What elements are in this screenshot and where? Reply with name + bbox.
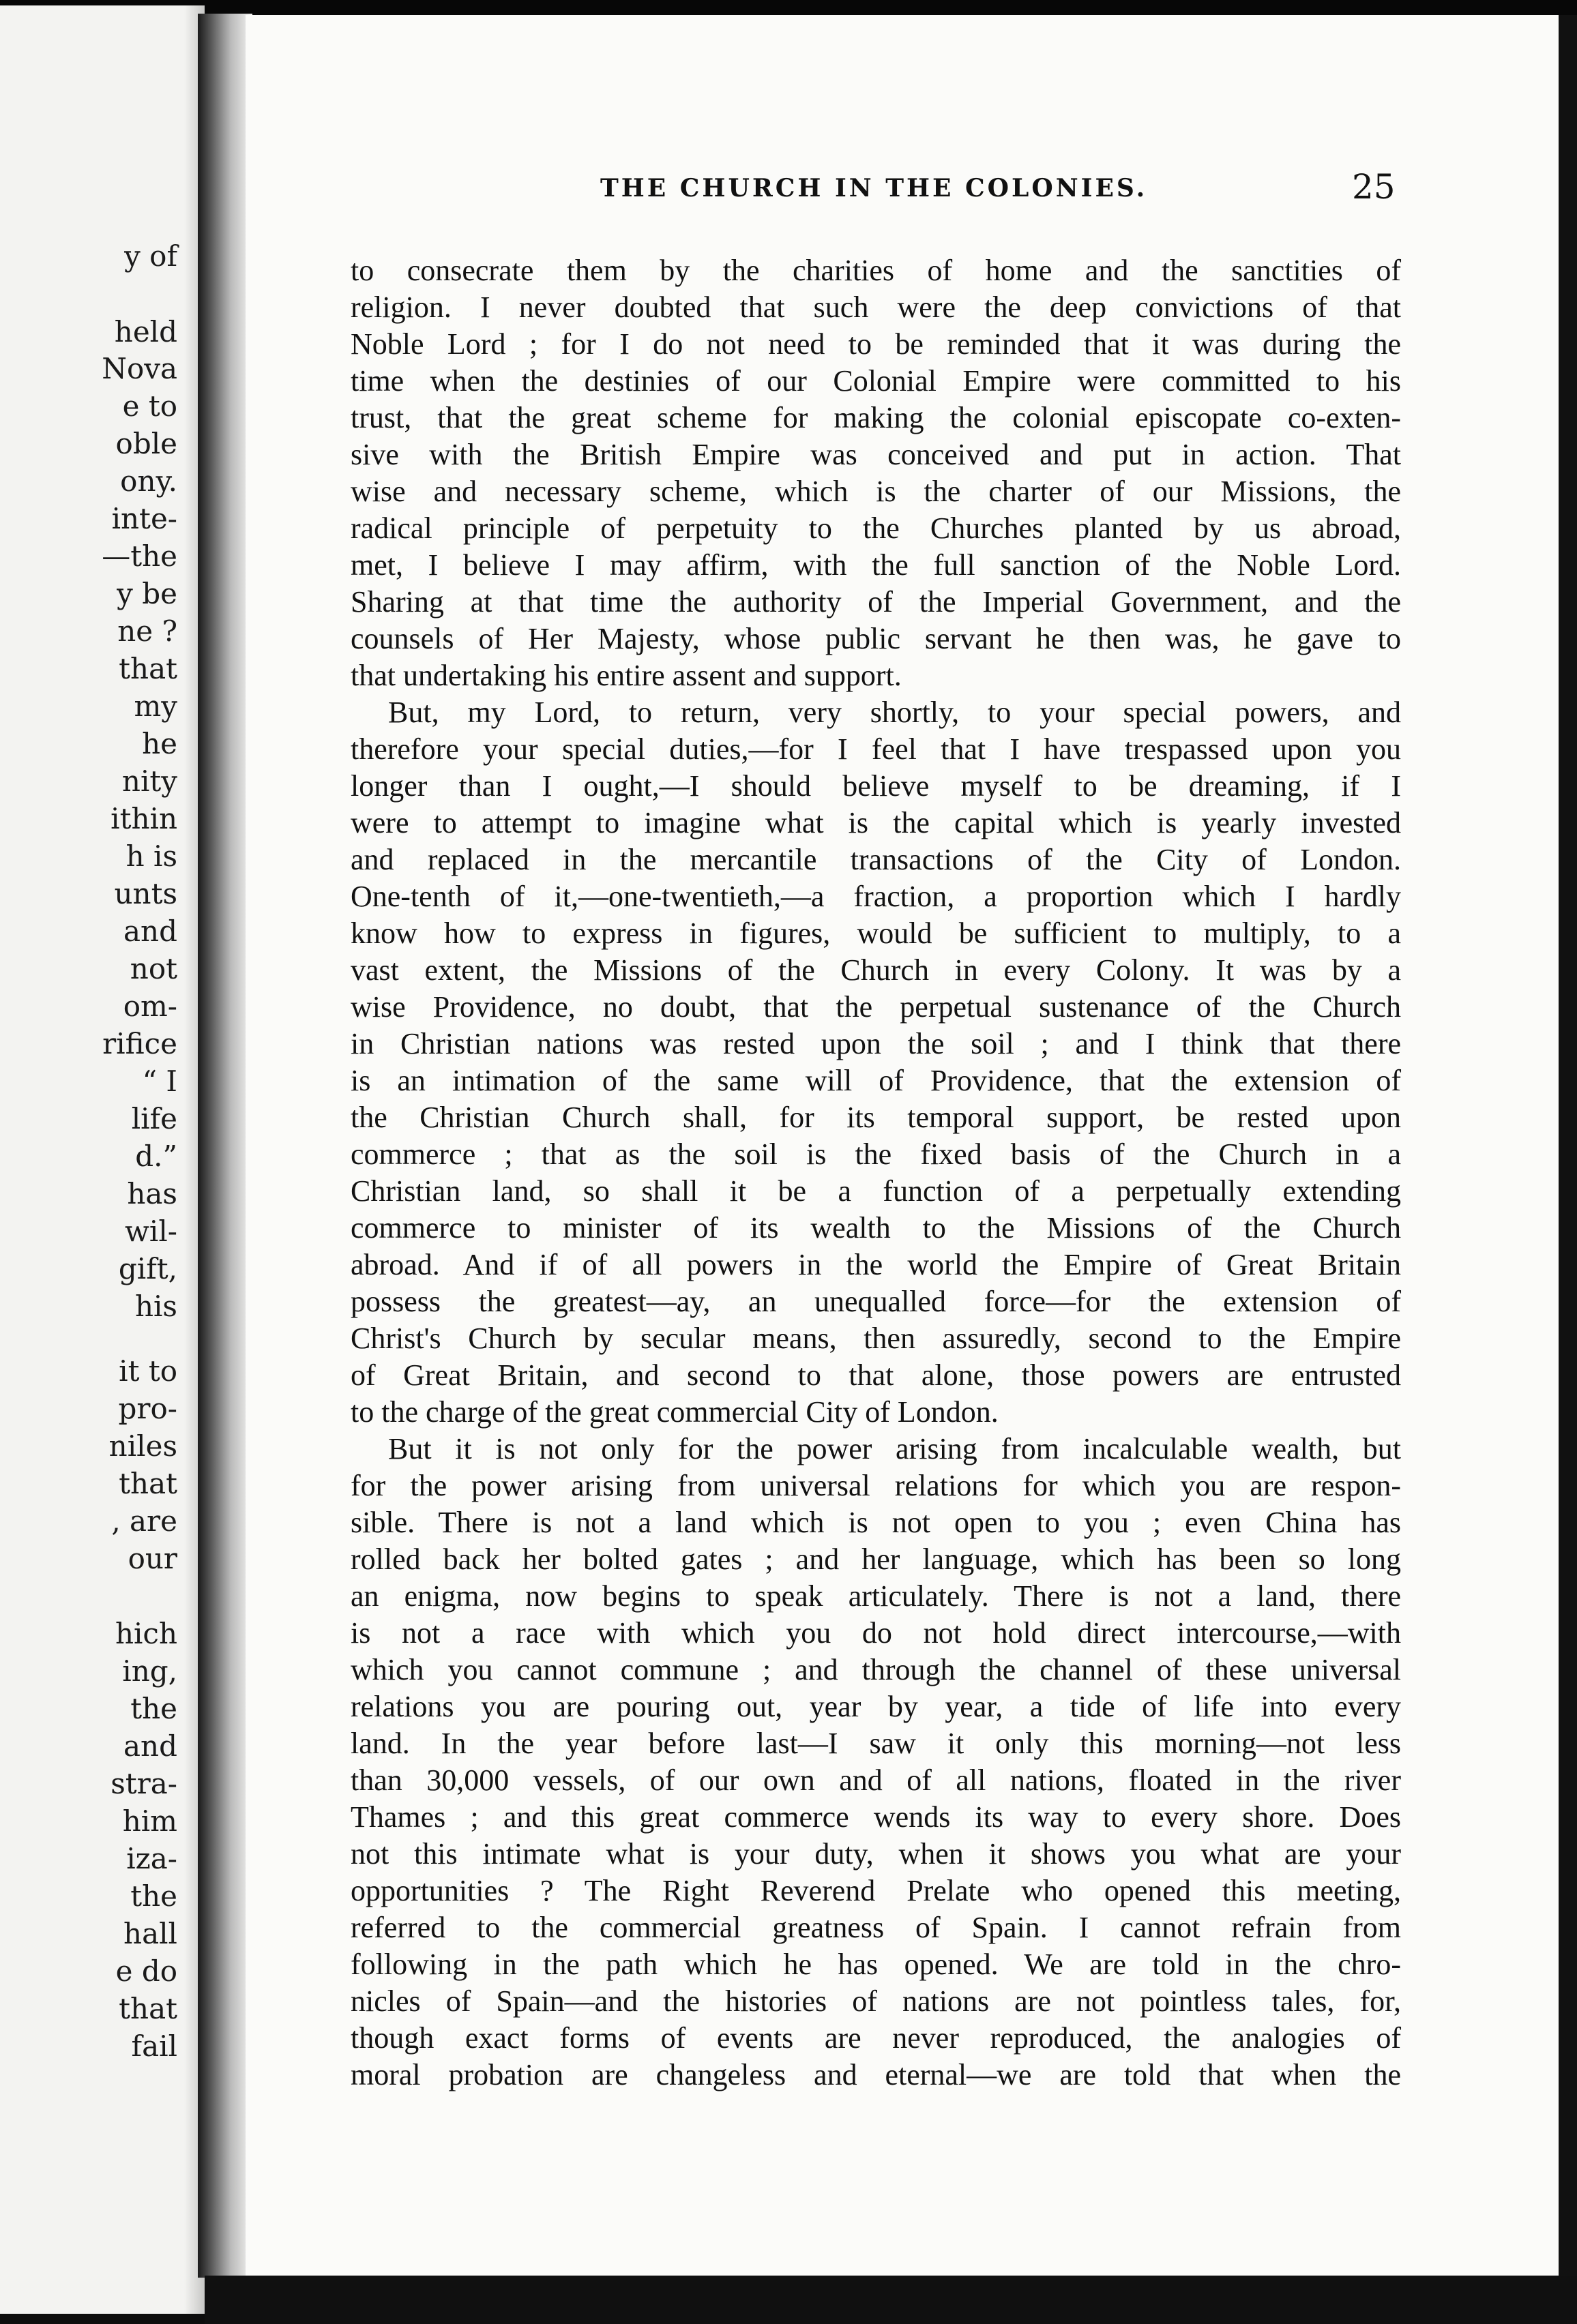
left-page-fragment: and	[123, 914, 177, 948]
left-page-fragment: and	[123, 1729, 177, 1763]
left-page-fragment: ony.	[120, 464, 177, 498]
left-page-fragment: nity	[121, 764, 177, 798]
text-line: longer than I ought,—I should believe myself to be dreaming, if I	[351, 769, 1401, 803]
text-line: though exact forms of events are never reproduced, the analogies of	[351, 2021, 1401, 2055]
left-page-fragment: my	[134, 689, 177, 723]
text-line: land. In the year before last—I saw it only this morning—not less	[351, 1727, 1401, 1760]
left-page-fragment: —the	[102, 539, 177, 573]
left-page-fragment: ing,	[122, 1654, 177, 1688]
page-number: 25	[1352, 167, 1396, 207]
text-line: moral probation are changeless and eternal—we are told that when the	[351, 2058, 1401, 2091]
text-line: were to attempt to imagine what is the capital which is yearly invested	[351, 806, 1401, 839]
text-line: is an intimation of the same will of Providence, that the extension of	[351, 1064, 1401, 1097]
left-page-fragment: iza-	[126, 1842, 177, 1875]
scan-right-border	[1559, 15, 1577, 2320]
left-page-fragment: rifice	[102, 1027, 177, 1060]
text-line: an enigma, now begins to speak articulately. There is not a land, there	[351, 1579, 1401, 1613]
text-line: One-tenth of it,—one-twentieth,—a fraction, a proportion which I hardly	[351, 880, 1401, 913]
text-line: counsels of Her Majesty, whose public servant he then was, he gave to	[351, 622, 1401, 655]
left-page-fragment: he	[142, 727, 177, 760]
text-line: wise Providence, no doubt, that the perpetual sustenance of the Church	[351, 990, 1401, 1024]
left-page-fragment: his	[134, 1290, 177, 1323]
text-line: know how to express in figures, would be sufficient to multiply, to a	[351, 917, 1401, 950]
text-line: radical principle of perpetuity to the Churches planted by us abroad,	[351, 511, 1401, 545]
text-line: sive with the British Empire was conceived and put in action. That	[351, 438, 1401, 471]
text-line: that undertaking his entire assent and support.	[351, 659, 902, 692]
text-line: referred to the commercial greatness of Spain. I cannot refrain from	[351, 1911, 1401, 1944]
left-page-fragment: hall	[123, 1917, 177, 1950]
left-page-fragment: ithin	[110, 802, 177, 835]
left-page-fragment: y be	[117, 577, 177, 610]
left-page-fragment: Nova	[102, 352, 177, 385]
text-line: abroad. And if of all powers in the world the Empire of Great Britain	[351, 1248, 1401, 1281]
text-line: But, my Lord, to return, very shortly, to your special powers, and	[388, 696, 1401, 729]
text-line: trust, that the great scheme for making the colonial episcopate co-exten-	[351, 401, 1401, 434]
left-page-fragment: y of	[124, 239, 177, 273]
text-line: religion. I never doubted that such were the deep convictions of that	[351, 290, 1401, 324]
text-line: not this intimate what is your duty, when it shows you what are your	[351, 1837, 1401, 1871]
text-line: met, I believe I may affirm, with the full sanction of the Noble Lord.	[351, 548, 1401, 582]
left-page-fragment: h is	[126, 839, 177, 873]
text-line: possess the greatest—ay, an unequalled force—for the extension of	[351, 1285, 1401, 1318]
text-line: time when the destinies of our Colonial Empire were committed to his	[351, 364, 1401, 398]
left-page-fragment: , are	[111, 1504, 177, 1538]
text-line: wise and necessary scheme, which is the charter of our Missions, the	[351, 475, 1401, 508]
left-page-fragment: unts	[114, 877, 177, 910]
left-page-fragment: that	[119, 652, 177, 685]
text-line: is not a race with which you do not hold direct intercourse,—with	[351, 1616, 1401, 1650]
left-page-fragment: the	[130, 1879, 177, 1913]
left-page-fragment: inte-	[111, 502, 177, 535]
left-page-fragment: e do	[115, 1954, 177, 1988]
book-gutter	[198, 14, 252, 2278]
text-line: commerce to minister of its wealth to the Missions of the Church	[351, 1211, 1401, 1245]
left-page-fragment: has	[127, 1177, 177, 1210]
text-line: Christ's Church by secular means, then assuredly, second to the Empire	[351, 1322, 1401, 1355]
left-page-fragment: stra-	[110, 1767, 177, 1800]
left-page-fragment: him	[122, 1804, 177, 1838]
left-page-fragment: niles	[108, 1429, 177, 1463]
text-line: of Great Britain, and second to that alone, those powers are entrusted	[351, 1358, 1401, 1392]
left-page-fragment: fail	[131, 2029, 177, 2063]
left-page-fragment: the	[130, 1692, 177, 1725]
left-page-fragment: held	[114, 315, 177, 348]
text-line: than 30,000 vessels, of our own and of all nations, floated in the river	[351, 1763, 1401, 1797]
running-title: THE CHURCH IN THE COLONIES.	[600, 174, 1148, 203]
text-line: Noble Lord ; for I do not need to be reminded that it was during the	[351, 327, 1401, 361]
text-line: opportunities ? The Right Reverend Prelate who opened this meeting,	[351, 1874, 1401, 1907]
left-page-fragment: e to	[122, 389, 177, 423]
left-page-fragment: oble	[115, 427, 177, 460]
left-page-fragment: not	[130, 952, 177, 985]
left-page-fragment: gift,	[118, 1252, 177, 1285]
left-page-fragment: d.”	[135, 1139, 177, 1173]
text-line: rolled back her bolted gates ; and her language, which has been so long	[351, 1543, 1401, 1576]
text-line: to the charge of the great commercial City of London.	[351, 1395, 999, 1429]
left-page-fragment: wil-	[124, 1215, 177, 1248]
left-page-fragment: life	[131, 1102, 177, 1135]
left-page-fragment: om-	[123, 989, 177, 1023]
left-page-fragment: it to	[119, 1354, 177, 1388]
text-line: commerce ; that as the soil is the fixed basis of the Church in a	[351, 1137, 1401, 1171]
left-page-fragment: hich	[115, 1617, 177, 1650]
facing-left-page	[0, 5, 205, 2314]
left-page-fragment: pro-	[118, 1392, 177, 1425]
text-line: sible. There is not a land which is not open to you ; even China has	[351, 1506, 1401, 1539]
left-page-fragment: our	[128, 1542, 177, 1575]
text-line: relations you are pouring out, year by year, a tide of life into every	[351, 1690, 1401, 1723]
text-line: for the power arising from universal relations for which you are respon-	[351, 1469, 1401, 1502]
left-page-fragment: ne ?	[117, 614, 177, 648]
text-line: Christian land, so shall it be a function of a perpetually extending	[351, 1174, 1401, 1208]
text-line: to consecrate them by the charities of home and the sanctities of	[351, 254, 1401, 287]
scan-bottom-border	[205, 2276, 1577, 2324]
text-line: following in the path which he has opened. We are told in the chro-	[351, 1948, 1401, 1981]
text-line: vast extent, the Missions of the Church in every Colony. It was by a	[351, 953, 1401, 987]
text-line: in Christian nations was rested upon the soil ; and I think that there	[351, 1027, 1401, 1060]
text-line: nicles of Spain—and the histories of nations are not pointless tales, for,	[351, 1984, 1401, 2018]
text-line: Thames ; and this great commerce wends its way to every shore. Does	[351, 1800, 1401, 1834]
text-line: But it is not only for the power arising from incalculable wealth, but	[388, 1432, 1401, 1465]
text-line: which you cannot commune ; and through the channel of these universal	[351, 1653, 1401, 1686]
text-line: and replaced in the mercantile transactions of the City of London.	[351, 843, 1401, 876]
text-line: Sharing at that time the authority of the Imperial Government, and the	[351, 585, 1401, 619]
text-line: therefore your special duties,—for I feel that I have trespassed upon you	[351, 732, 1401, 766]
text-line: the Christian Church shall, for its temporal support, be rested upon	[351, 1101, 1401, 1134]
left-page-fragment: that	[119, 1467, 177, 1500]
left-page-fragment: “ I	[142, 1064, 177, 1098]
left-page-fragment: that	[119, 1992, 177, 2025]
